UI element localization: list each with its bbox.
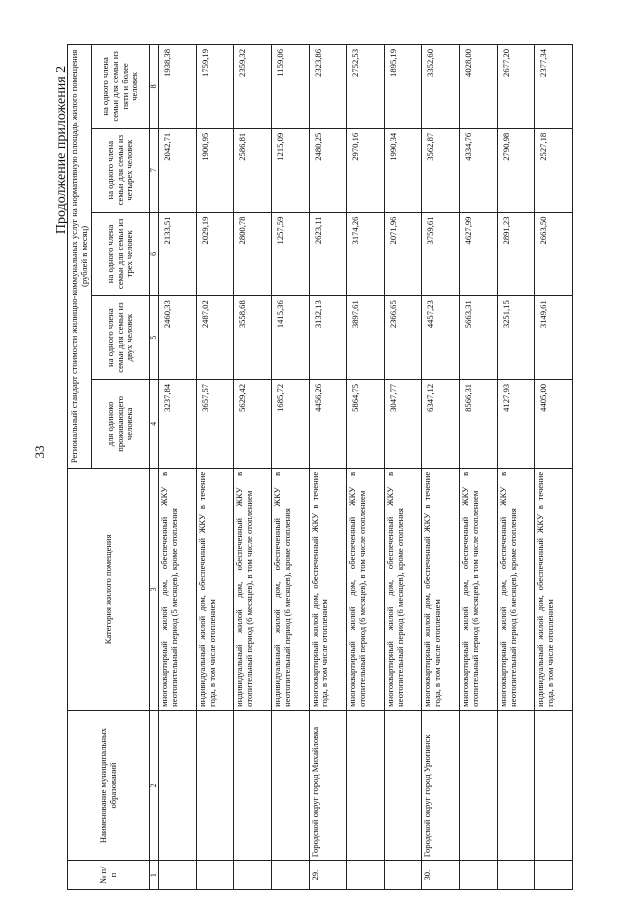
row-number — [159, 861, 197, 890]
housing-cost-standard-table — [67, 44, 573, 890]
value-single: 3657,57 — [196, 379, 234, 468]
value-family-3: 2891,23 — [497, 212, 535, 296]
value-family-5: 1895,19 — [384, 45, 422, 129]
table-row — [422, 45, 460, 890]
value-family-4: 4334,76 — [460, 128, 498, 212]
value-family-2: 2460,33 — [159, 296, 197, 380]
table-row — [309, 45, 347, 890]
page-number: 33 — [32, 445, 47, 459]
category-cell: многоквартирный жилой дом, обеспеченный ЖКУ в неотопительный период (5 месяцев), кроме отопления — [159, 468, 197, 710]
value-family-4: 1990,34 — [384, 128, 422, 212]
value-family-4: 3562,87 — [422, 128, 460, 212]
value-family-2: 2487,02 — [196, 296, 234, 380]
value-family-2: 3132,13 — [309, 296, 347, 380]
table-row — [497, 45, 535, 890]
row-number: 29. — [309, 861, 347, 890]
table-row — [460, 45, 498, 890]
value-family-3: 3759,61 — [422, 212, 460, 296]
value-family-3: 3174,26 — [347, 212, 385, 296]
municipality-cell — [196, 710, 234, 860]
row-number — [535, 861, 573, 890]
value-family-2: 3149,61 — [535, 296, 573, 380]
table-row — [384, 45, 422, 890]
value-family-3: 2029,19 — [196, 212, 234, 296]
municipality-cell — [234, 710, 272, 860]
value-family-4: 2042,71 — [159, 128, 197, 212]
column-number: 2 — [150, 710, 159, 860]
value-single: 4127,93 — [497, 379, 535, 468]
table-row — [271, 45, 309, 890]
value-family-5: 1159,06 — [271, 45, 309, 129]
row-number — [234, 861, 272, 890]
column-number: 5 — [150, 296, 159, 380]
value-family-2: 3251,15 — [497, 296, 535, 380]
value-family-3: 1257,59 — [271, 212, 309, 296]
table-row — [196, 45, 234, 890]
category-cell: многоквартирный жилой дом, обеспеченный ЖКУ в отопительный период (6 месяцев), в том числе отоплением — [347, 468, 385, 710]
value-family-2: 3558,68 — [234, 296, 272, 380]
value-family-5: 1759,19 — [196, 45, 234, 129]
value-single: 6347,12 — [422, 379, 460, 468]
value-family-3: 4627,99 — [460, 212, 498, 296]
table-row — [347, 45, 385, 890]
row-number: 30. — [422, 861, 460, 890]
row-number — [271, 861, 309, 890]
column-number: 1 — [150, 861, 159, 890]
category-cell: многоквартирный жилой дом, обеспеченный ЖКУ в течение года, в том числе отоплением — [309, 468, 347, 710]
category-cell: индивидуальный жилой дом, обеспеченный ЖКУ в неотопительный период (6 месяцев), кроме отопления — [271, 468, 309, 710]
row-number — [497, 861, 535, 890]
value-family-3: 2133,51 — [159, 212, 197, 296]
value-family-5: 2323,86 — [309, 45, 347, 129]
value-family-2: 3897,61 — [347, 296, 385, 380]
value-family-4: 2527,18 — [535, 128, 573, 212]
municipality-cell — [159, 710, 197, 860]
header-municipality: Наименование муниципальных образований — [68, 710, 150, 860]
value-single: 8566,31 — [460, 379, 498, 468]
category-cell: многоквартирный жилой дом, обеспеченный ЖКУ в течение года, в том числе отоплением — [422, 468, 460, 710]
header-category: Категория жилого помещения — [68, 468, 150, 710]
rotated-table-wrapper — [67, 44, 573, 890]
value-family-5: 2359,32 — [234, 45, 272, 129]
value-single: 4456,26 — [309, 379, 347, 468]
header-family-3: на одного члена семьи для семьи из трех человек — [92, 212, 150, 296]
value-family-4: 1900,95 — [196, 128, 234, 212]
municipality-cell — [535, 710, 573, 860]
category-cell: многоквартирный жилой дом, обеспеченный ЖКУ в неотопительный период (6 месяцев), кроме отопления — [384, 468, 422, 710]
value-family-5: 1938,38 — [159, 45, 197, 129]
value-single: 5864,75 — [347, 379, 385, 468]
value-family-5: 4028,00 — [460, 45, 498, 129]
value-family-2: 5663,31 — [460, 296, 498, 380]
value-family-5: 2677,20 — [497, 45, 535, 129]
municipality-cell — [497, 710, 535, 860]
header-standard: Региональный стандарт стоимости жилищно-коммунальных услуг на нормативную площадь жилого помещения (рублей в месяц) — [68, 45, 92, 469]
value-family-4: 2790,98 — [497, 128, 535, 212]
header-family-5: на одного члена семьи для семьи из пяти и более человек — [92, 45, 150, 129]
row-number — [384, 861, 422, 890]
municipality-cell: Городской округ город Урюпинск — [422, 710, 460, 860]
column-number: 8 — [150, 45, 159, 129]
row-number — [460, 861, 498, 890]
category-cell: индивидуальный жилой дом, обеспеченный ЖКУ в течение года, в том числе отоплением — [535, 468, 573, 710]
value-family-5: 2377,34 — [535, 45, 573, 129]
header-single: для одиноко проживающего человека — [92, 379, 150, 468]
municipality-cell: Городской округ город Михайловка — [309, 710, 347, 860]
header-family-2: на одного члена семьи для семьи из двух человек — [92, 296, 150, 380]
value-family-4: 2480,25 — [309, 128, 347, 212]
value-family-4: 1215,09 — [271, 128, 309, 212]
appendix-continuation-heading: Продолжение приложения 2 — [54, 65, 69, 235]
row-number — [347, 861, 385, 890]
table-row — [535, 45, 573, 890]
value-family-3: 2663,50 — [535, 212, 573, 296]
value-single: 3237,84 — [159, 379, 197, 468]
municipality-cell — [384, 710, 422, 860]
value-family-5: 3352,60 — [422, 45, 460, 129]
value-family-3: 2800,78 — [234, 212, 272, 296]
column-number: 4 — [150, 379, 159, 468]
table-row — [159, 45, 197, 890]
municipality-cell — [460, 710, 498, 860]
value-family-2: 1415,36 — [271, 296, 309, 380]
category-cell: индивидуальный жилой дом, обеспеченный ЖКУ в отопительный период (6 месяцев), в том числе отоплением — [234, 468, 272, 710]
value-family-2: 4457,23 — [422, 296, 460, 380]
category-cell: многоквартирный жилой дом, обеспеченный ЖКУ в неотопительный период (6 месяцев), кроме отопления — [497, 468, 535, 710]
value-single: 1685,72 — [271, 379, 309, 468]
header-num: № п/п — [68, 861, 150, 890]
value-family-4: 2586,81 — [234, 128, 272, 212]
column-number: 3 — [150, 468, 159, 710]
value-family-3: 2623,11 — [309, 212, 347, 296]
value-family-4: 2970,16 — [347, 128, 385, 212]
row-number — [196, 861, 234, 890]
municipality-cell — [347, 710, 385, 860]
value-single: 5629,42 — [234, 379, 272, 468]
category-cell: индивидуальный жилой дом, обеспеченный ЖКУ в течение года, в том числе отоплением — [196, 468, 234, 710]
value-family-3: 2071,96 — [384, 212, 422, 296]
category-cell: многоквартирный жилой дом, обеспеченный ЖКУ в отопительный период (6 месяцев), в том числе отоплением — [460, 468, 498, 710]
column-number: 6 — [150, 212, 159, 296]
value-family-5: 2752,53 — [347, 45, 385, 129]
value-single: 3047,77 — [384, 379, 422, 468]
value-family-2: 2366,65 — [384, 296, 422, 380]
table-row — [234, 45, 272, 890]
municipality-cell — [271, 710, 309, 860]
header-family-4: на одного члена семьи для семьи из четырех человек — [92, 128, 150, 212]
value-single: 4405,00 — [535, 379, 573, 468]
column-number: 7 — [150, 128, 159, 212]
